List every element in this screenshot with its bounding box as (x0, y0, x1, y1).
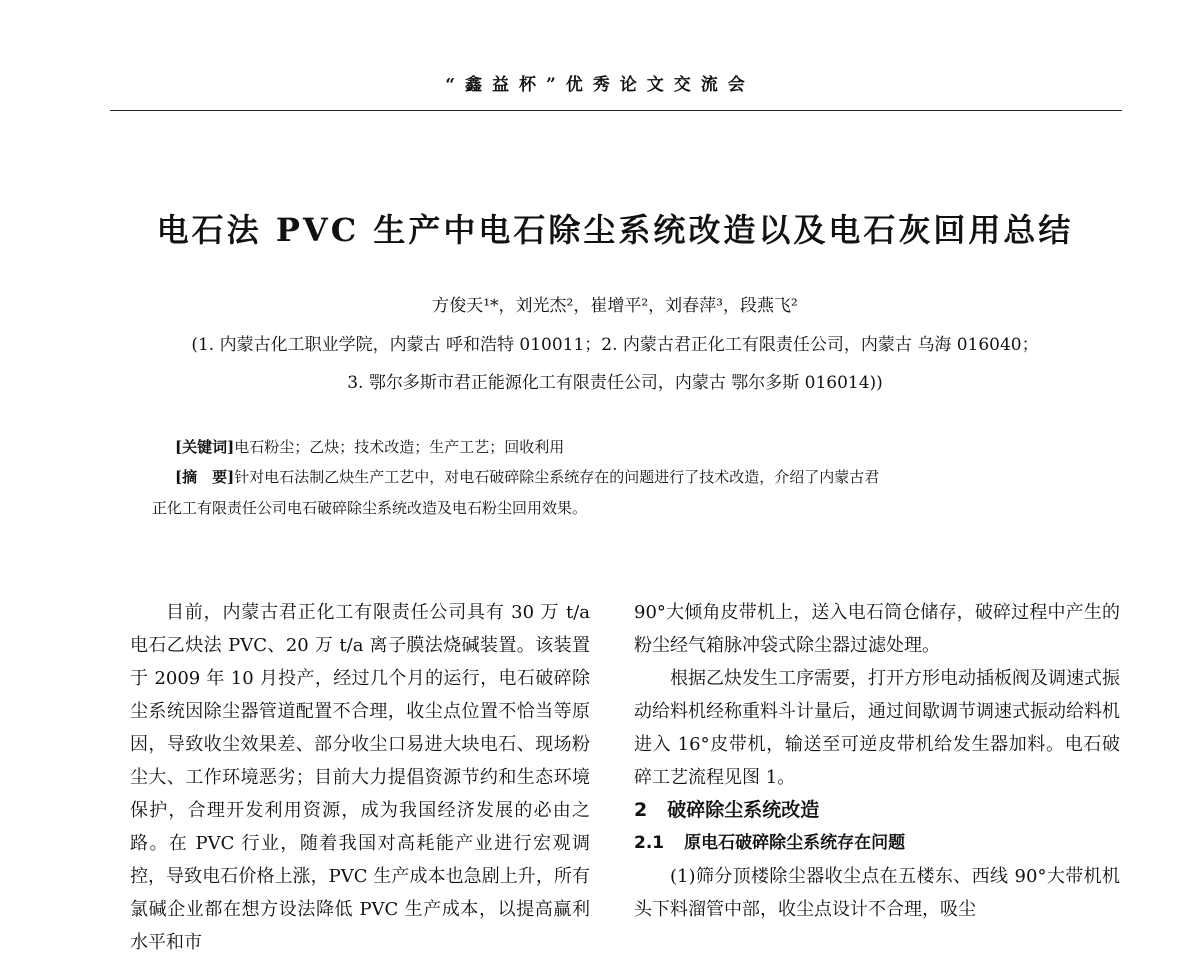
abstract-text-1: 针对电石法制乙炔生产工艺中，对电石破碎除尘系统存在的问题进行了技术改造，介绍了内蒙古君 (234, 468, 880, 486)
abstract-line-1 (175, 466, 879, 487)
abstract-label: [摘 要] (175, 468, 235, 486)
affiliation-line-1: (1. 内蒙古化工职业学院，内蒙古 呼和浩特 010011；2. 内蒙古君正化工有限责任公司，内蒙古 乌海 016040； (191, 335, 1039, 355)
body-paragraph: 目前，内蒙古君正化工有限责任公司具有 30 万 t/a 电石乙炔法 PVC、20 万 t/a 离子膜法烧碱装置。该装置于 2009 年 10 月投产，经过几个月的运行，电石破碎除尘系统因除尘器管道配置不合理，收尘点位置不恰当等原因，导致收尘效果差、部分收尘口易进大块电石、现场粉尘大、工作环境恶劣；目前大力提倡资源节约和生态环境保护，合理开发利用资源，成为我国经济发展的必由之路。在 PVC 行业，随着我国对高耗能产业进行宏观调控，导致电石价格上涨，PVC 生产成本也急剧上升，所有氯碱企业都在想方设法降低 PVC 生产成本，以提高赢利水平和市 (130, 602, 590, 953)
paper-title: 电石法 PVC 生产中电石除尘系统改造以及电石灰回用总结 (156, 211, 1074, 249)
abstract-line-2: 正化工有限责任公司电石破碎除尘系统改造及电石粉尘回用效果。 (152, 499, 588, 517)
affiliation-line-2: 3. 鄂尔多斯市君正能源化工有限责任公司，内蒙古 鄂尔多斯 016014)) (347, 373, 883, 393)
subsection-number: 2.1 (634, 833, 665, 853)
running-header: “鑫益杯”优秀论文交流会 (445, 75, 755, 95)
right-column (634, 596, 1120, 926)
subsection-title: 原电石破碎除尘系统存在问题 (684, 833, 906, 853)
keywords-label: [关键词] (175, 438, 235, 456)
body-paragraph: 90°大倾角皮带机上，送入电石筒仓储存，破碎过程中产生的粉尘经气箱脉冲袋式除尘器过滤处理。 (634, 602, 1120, 656)
section-title: 破碎除尘系统改造 (667, 799, 820, 821)
body-paragraph: 根据乙炔发生工序需要，打开方形电动插板阀及调速式振动给料机经称重料斗计量后，通过间歇调节调速式振动给料机进入 16°皮带机，输送至可逆皮带机给发生器加料。电石破碎工艺流程见图 1。 (634, 668, 1120, 788)
section-heading-2 (634, 794, 1120, 827)
subsection-heading-2-1 (634, 827, 1120, 860)
keywords (175, 436, 564, 457)
left-column (130, 596, 590, 959)
section-number: 2 (634, 799, 648, 821)
header-rule (110, 110, 1122, 111)
author-list: 方俊天¹*，刘光杰²，崔增平²，刘春萍³，段燕飞² (432, 296, 798, 316)
keywords-text: 电石粉尘；乙炔；技术改造；生产工艺；回收利用 (234, 438, 565, 456)
body-paragraph: (1)筛分顶楼除尘器收尘点在五楼东、西线 90°大带机机头下料溜管中部，收尘点设计不合理，吸尘 (634, 866, 1120, 920)
